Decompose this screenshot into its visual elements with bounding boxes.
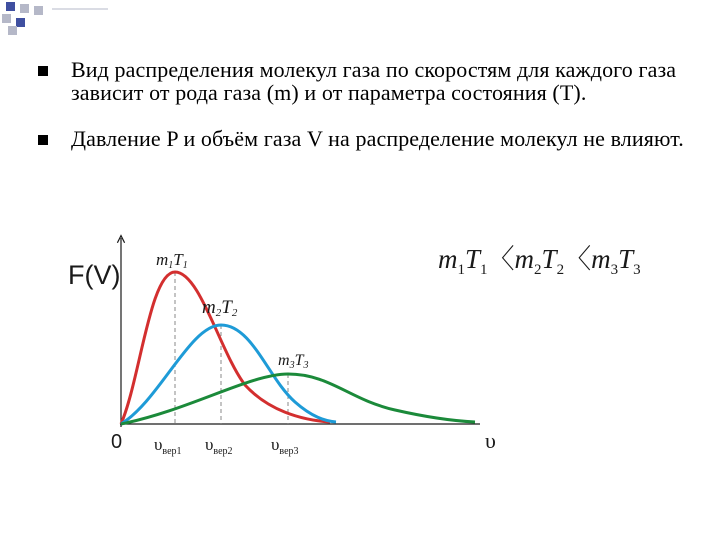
mass-temperature-relation: $m_1T_1$〈$m_2T_2$〈$m_3T_3$: [438, 244, 641, 278]
bullet-text: Вид распределения молекул газа по скоростям для каждого газа зависит от рода газа (m) и от параметра состояния (Т).: [71, 57, 677, 105]
curve-label-2: m2T2: [202, 297, 238, 319]
curve-label-3: m3T3: [278, 352, 309, 371]
x-axis-label: υ: [485, 428, 496, 453]
origin-label: 0: [111, 431, 123, 453]
velocity-label-1: $\upsilon_{вер1}$: [154, 435, 182, 457]
y-axis-label: F(V): [68, 260, 121, 290]
velocity-label-3: $\upsilon_{вер3}$: [271, 435, 299, 457]
curve-label-1: m1T1: [156, 250, 188, 271]
bullet-text: Давление P и объём газа V на распределение молекул не влияют.: [71, 126, 684, 151]
velocity-label-2: $\upsilon_{вер2}$: [205, 435, 233, 457]
distribution-curve-1: [121, 272, 330, 424]
